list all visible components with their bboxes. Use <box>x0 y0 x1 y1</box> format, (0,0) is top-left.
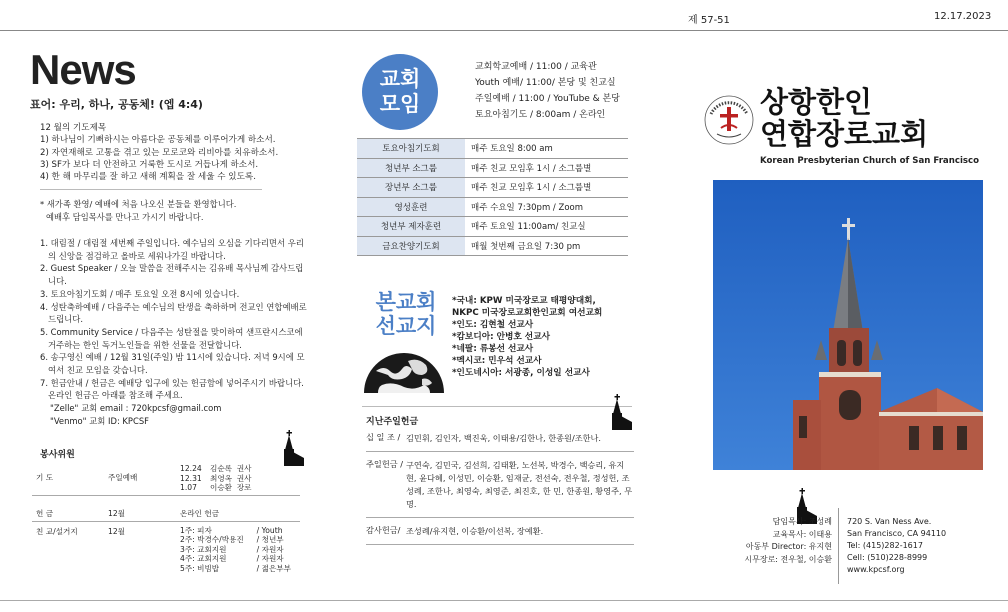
staff-role: 권사 <box>236 473 252 483</box>
offering-names: 구연숙, 김민국, 김선희, 김태환, 노선복, 박경수, 백승리, 유지현, 윤다혜, 이성민, 이승환, 임재균, 전선숙, 전우철, 정성헌, 조성례, 조한나, 최영숙, 최영준, 최진호, 한 민, 한종원, 황영주, 무 명. <box>406 460 633 509</box>
staff-label: 기 도 <box>36 473 54 482</box>
cell-phone: Cell: (510)228-8999 <box>847 553 928 562</box>
schedule-time: 매주 친교 모임후 1시 / 소그룹별 <box>465 178 628 198</box>
schedule-time: 매주 친교 모임후 1시 / 소그룹별 <box>465 158 628 178</box>
news-title: News <box>30 46 136 93</box>
schedule-row <box>357 178 628 198</box>
staff-label: 헌 금 <box>32 495 104 521</box>
offering-names: 조성례/유지현, 이승환/이선복, 장예환. <box>406 526 544 536</box>
fellowship-groups <box>253 521 300 575</box>
offering-label: 십 일 조 / <box>366 432 401 442</box>
schedule-name: 장년부 소그룹 <box>357 178 465 198</box>
offering-title: 지난주일헌금 <box>366 417 419 427</box>
mission-item: *네팔: 류봉선 선교사 <box>452 344 534 354</box>
offering-row <box>366 459 634 518</box>
schedule-time: 매주 토요일 8:00 am <box>465 139 628 159</box>
week-item: 1주: 피자 <box>180 525 212 535</box>
schedule-name: 청년부 제자훈련 <box>357 217 465 237</box>
prayer-item: 2) 자연재해로 고통을 겪고 있는 모로코와 리비아를 치유하소서. <box>40 147 279 158</box>
staff-name: 김순록 <box>210 464 233 473</box>
church-silhouette-icon <box>276 430 304 466</box>
mission-item: *국내: KPW 미국장로교 태평양대회, <box>452 296 596 306</box>
offering-names: 김민휘, 김인자, 백진욱, 이태용/김한나, 한종원/조한나. <box>406 433 602 443</box>
prayer-item: 1) 하나님이 기뻐하시는 아름다운 공동체를 이루어가게 하소서. <box>40 135 276 146</box>
church-name-line: 연합장로교회 <box>760 117 929 151</box>
header-rule <box>0 30 1008 31</box>
church-name-english: Korean Presbyterian Church of San Francisco <box>760 156 979 166</box>
divider <box>362 406 632 407</box>
staff-role: 권사 <box>236 464 252 473</box>
gathering-badge <box>362 54 438 130</box>
staff-label: 친 교/설거지 <box>32 521 104 575</box>
church-building-photo <box>713 180 983 470</box>
schedule-row <box>357 139 628 159</box>
schedule-row <box>357 217 628 237</box>
announcements <box>40 237 310 428</box>
worship-item: 주일예배 / 11:00 / YouTube & 본당 <box>475 94 620 104</box>
address-line: 720 S. Van Ness Ave. <box>847 517 932 526</box>
phone: Tel: (415)282-1617 <box>847 541 923 550</box>
announcement-item: 7. 헌금안내 / 헌금은 예배당 입구에 있는 헌금함에 넣어주시기 바랍니다. 온라인 헌금은 아래를 참조해 주세요. <box>40 377 304 401</box>
footer-rule <box>0 600 1008 601</box>
schedule-name: 영성훈련 <box>357 197 465 217</box>
staff-sub: 주일예배 <box>108 473 138 482</box>
schedule-row <box>357 158 628 178</box>
motto: 표어: 우리, 하나, 공동체! (엡 4:4) <box>30 98 203 111</box>
mission-item: *인도네시아: 서광종, 이성일 선교사 <box>452 368 590 378</box>
announcement-item: 3. 토요아침기도회 / 매주 토요일 오전 8시에 있습니다. <box>40 288 240 299</box>
week-item: 5주: 비빔밥 <box>180 563 220 573</box>
mission-list <box>452 295 602 379</box>
worship-item: Youth 예배/ 11:00/ 본당 및 친교실 <box>475 78 616 88</box>
worship-item: 교회학교예배 / 11:00 / 교육관 <box>475 62 597 72</box>
week-item: 4주: 교회지원 <box>180 554 227 563</box>
schedule-time: 매월 첫번째 금요일 7:30 pm <box>465 236 628 256</box>
schedule-name: 토요아침기도회 <box>357 139 465 159</box>
announcement-item: 4. 성탄축하예배 / 다음주는 예수님의 탄생을 축하하며 전교인 연합예배로 드립니다. <box>40 301 307 325</box>
welcome-line: * 새가족 환영/ 예배에 처음 나오신 분들을 환영합니다. <box>40 199 237 209</box>
worship-times <box>475 59 620 123</box>
mission-item: *캄보디아: 안병호 선교사 <box>452 332 550 342</box>
zelle-info: "Zelle" 교회 email : 720kpcsf@gmail.com <box>50 403 222 414</box>
mission-title <box>366 290 446 338</box>
globe-image <box>362 341 446 393</box>
badge-line: 교회 <box>379 67 421 91</box>
schedule-row <box>357 197 628 217</box>
prayer-item: 4) 한 해 마무리를 잘 하고 새해 계획을 잘 세울 수 있도록. <box>40 172 256 183</box>
worship-item: 토요아침기도 / 8:00am / 온라인 <box>475 110 606 120</box>
divider <box>40 189 262 190</box>
badge-line: 모임 <box>379 92 421 116</box>
group-item: / Youth <box>256 525 283 535</box>
pastor-item: 시무장로: 전우철, 이승환 <box>744 554 832 564</box>
pastor-item: 담임목사: 조성례 <box>772 517 832 526</box>
group-item: / 자원자 <box>256 544 284 554</box>
offering-label: 감사헌금/ <box>366 525 401 535</box>
offering-list <box>366 432 634 552</box>
staff-row-offering <box>32 495 300 521</box>
divider-vertical <box>838 508 839 584</box>
schedule-table <box>357 138 628 256</box>
offering-row <box>366 525 634 545</box>
staff-row-fellowship <box>32 521 300 575</box>
staff-name: 최영옥 <box>210 473 233 483</box>
church-name-korean <box>760 86 928 150</box>
mission-item: *인도: 김현철 선교사 <box>452 320 534 330</box>
welcome-note <box>40 198 270 224</box>
schedule-name: 청년부 소그룹 <box>357 158 465 178</box>
offering-label: 주일헌금 / <box>366 459 403 469</box>
prayer-title: 12 월의 기도제목 <box>40 123 107 133</box>
staff-sub: 12월 <box>104 521 176 575</box>
pastor-item: 아동부 Director: 유지현 <box>745 542 832 551</box>
announcement-item: 1. 대림절 / 대림절 세번째 주일입니다. 예수님의 오심을 기다리면서 우리의 신앙을 점검하고 올바로 세워나가길 바랍니다. <box>40 238 304 261</box>
announcement-item: 2. Guest Speaker / 오늘 말씀을 전해주시는 김유배 목사님께 감사드립니다. <box>40 263 304 287</box>
mission-title-line: 본교회 <box>375 290 437 314</box>
staff-sub: 12월 <box>104 495 176 521</box>
offering-row <box>366 432 634 452</box>
pastor-item: 교육목사: 이태용 <box>772 529 832 539</box>
venmo-info: "Venmo" 교회 ID: KPCSF <box>50 415 149 426</box>
church-name-line: 상항한인 <box>760 85 873 119</box>
presbyterian-seal-logo <box>703 94 755 146</box>
week-item: 3주: 교회지원 <box>180 544 227 554</box>
issue-number: 제 57-51 <box>688 15 730 26</box>
staff-date: 12.24 <box>180 464 202 473</box>
fellowship-weeks <box>176 521 253 575</box>
mission-item: NKPC 미국장로교회한인교회 여선교회 <box>452 308 603 318</box>
group-item: / 청년부 <box>256 535 284 544</box>
group-item: / 젊은부부 <box>256 563 291 573</box>
staff-role: 장로 <box>236 483 252 492</box>
group-item: / 자원자 <box>256 554 284 563</box>
contact-info <box>847 516 946 576</box>
mission-item: *멕시코: 민우석 선교사 <box>452 356 542 366</box>
staff-value: 온라인 헌금 <box>176 495 300 521</box>
pastor-list <box>688 516 832 566</box>
schedule-name: 금요찬양기도회 <box>357 236 465 256</box>
staff-dates <box>176 462 206 495</box>
prayer-topics <box>40 122 280 190</box>
staff-date: 12.31 <box>180 473 202 483</box>
website-link[interactable]: www.kpcsf.org <box>847 565 905 574</box>
staff-date: 1.07 <box>180 483 197 492</box>
staff-table <box>32 462 300 575</box>
church-silhouette-icon <box>604 394 632 430</box>
week-item: 2주: 박경수/박용진 <box>180 535 244 544</box>
welcome-line: 예배후 담임목사를 만나고 가시기 바랍니다. <box>46 212 204 222</box>
staff-names <box>206 462 300 495</box>
issue-date: 12.17.2023 <box>934 11 992 22</box>
mission-title-line: 선교지 <box>375 314 437 338</box>
schedule-time: 매주 토요일 11:00am/ 친교실 <box>465 217 628 237</box>
announcement-item: 5. Community Service / 다음주는 성탄절을 맞이하여 샌프란시스코에 거주하는 한인 독거노인들을 위한 선물을 전달합니다. <box>40 326 303 350</box>
staff-title: 봉사위원 <box>40 450 75 460</box>
prayer-item: 3) SF가 보다 더 안전하고 거룩한 도시로 거듭나게 하소서. <box>40 159 259 170</box>
staff-row-prayer <box>32 462 300 495</box>
staff-name: 이승환 <box>210 483 233 492</box>
address-line: San Francisco, CA 94110 <box>847 529 947 538</box>
announcement-item: 6. 송구영신 예배 / 12월 31일(주일) 밤 11시에 있습니다. 저녁 9시에 모여서 친교 모임을 갖습니다. <box>40 352 305 376</box>
schedule-time: 매주 수요일 7:30pm / Zoom <box>465 197 628 217</box>
schedule-row <box>357 236 628 256</box>
